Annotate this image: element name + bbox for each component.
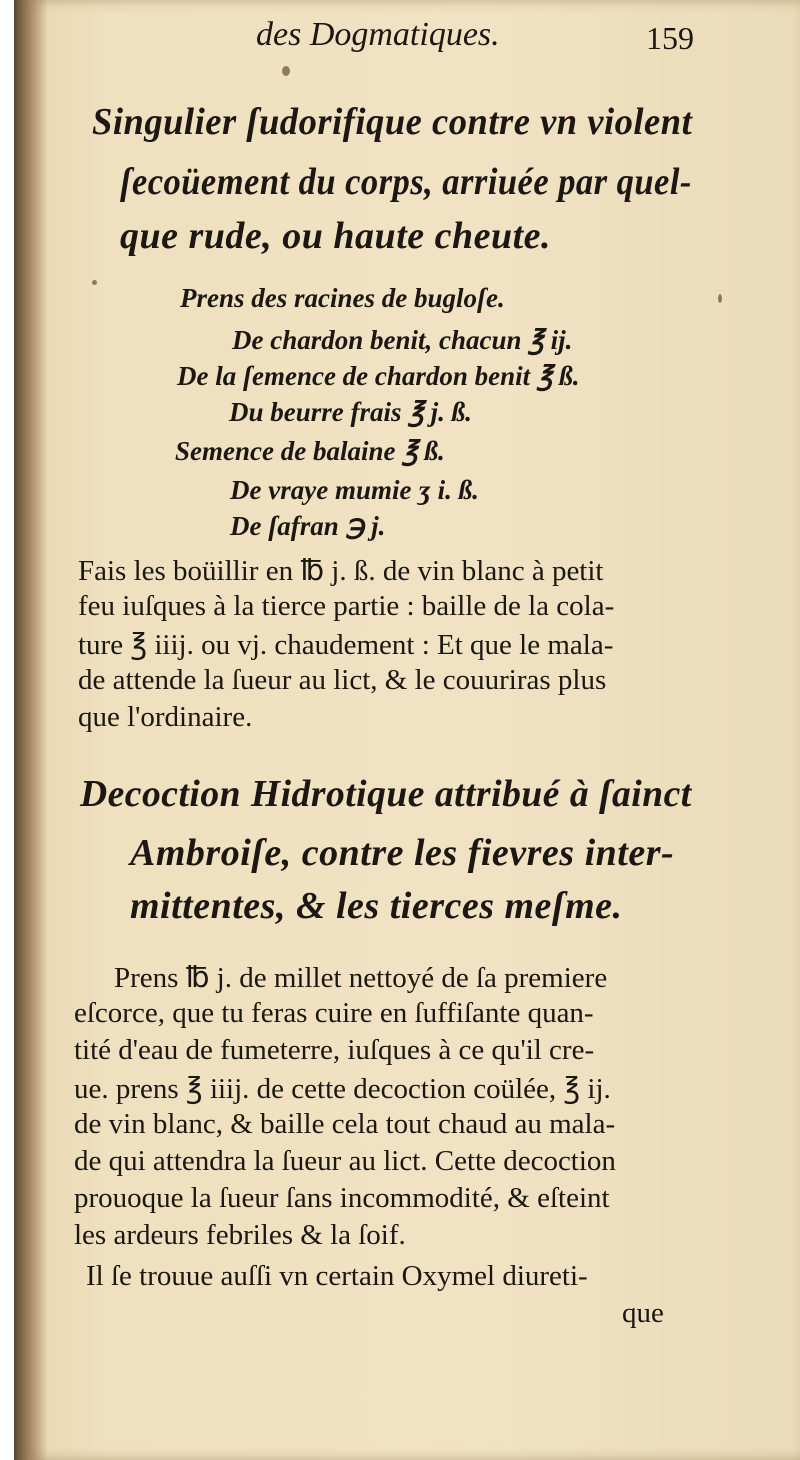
section2-body-line: de qui attendra la ſueur au lict. Cette decoction (74, 1145, 616, 1177)
section2-body-line: Il ſe trouue auſſi vn certain Oxymel diureti- (86, 1260, 588, 1292)
ink-speck (92, 280, 97, 285)
section1-title-line-2: ſecoüement du corps, arriuée par quel- (120, 161, 692, 203)
recipe-line: De la ſemence de chardon benit ℥ ß. (177, 361, 580, 391)
recipe-line: De ſafran ℈ j. (230, 511, 386, 541)
section2-title-line-2: Ambroiſe, contre les fievres inter- (130, 832, 675, 874)
section2-body-line: eſcorce, que tu feras cuire en ſuffiſante quan- (74, 997, 594, 1029)
recipe-line: De chardon benit, chacun ℥ ij. (232, 325, 573, 355)
catchword: que (622, 1297, 664, 1329)
section1-body-line: feu iuſques à la tierce partie : baille de la cola- (78, 590, 615, 622)
running-head: des Dogmatiques. (256, 16, 500, 53)
section2-body-line: tité d'eau de fumeterre, iuſques à ce qu'il cre- (74, 1034, 595, 1066)
section2-body-line: Prens ℔ j. de millet nettoyé de ſa premiere (114, 962, 608, 994)
page-number: 159 (646, 20, 694, 56)
section1-title-line-1: Singulier ſudorifique contre vn violent (92, 101, 693, 143)
section1-body-line: Fais les boüillir en ℔ j. ß. de vin blanc à petit (78, 555, 604, 587)
ink-speck (718, 294, 722, 303)
section1-body-line: que l'ordinaire. (78, 701, 253, 733)
section2-title-line-1: Decoction Hidrotique attribué à ſainct (80, 773, 692, 815)
page-gutter-shadow (14, 0, 48, 1460)
section1-body-line: de attende la ſueur au lict, & le couuriras plus (78, 664, 607, 696)
recipe-line: Prens des racines de bugloſe. (180, 283, 505, 313)
section1-title-line-3: que rude, ou haute cheute. (120, 215, 552, 257)
section1-body-line: ture ℥ iiij. ou vj. chaudement : Et que le mala- (78, 629, 614, 661)
section2-body-line: les ardeurs febriles & la ſoif. (74, 1219, 406, 1251)
section2-title-line-3: mittentes, & les tierces meſme. (130, 885, 623, 927)
recipe-line: Semence de balaine ℥ ß. (175, 436, 445, 466)
recipe-line: De vraye mumie ʒ i. ß. (230, 475, 479, 505)
section2-body-line: de vin blanc, & baille cela tout chaud au mala- (74, 1108, 616, 1140)
section2-body-line: ue. prens ℥ iiij. de cette decoction coülée, ℥ ij. (74, 1073, 611, 1105)
recipe-line: Du beurre frais ℥ j. ß. (229, 397, 472, 427)
ink-speck (282, 66, 290, 76)
section2-body-line: prouoque la ſueur ſans incommodité, & eſteint (74, 1182, 610, 1214)
